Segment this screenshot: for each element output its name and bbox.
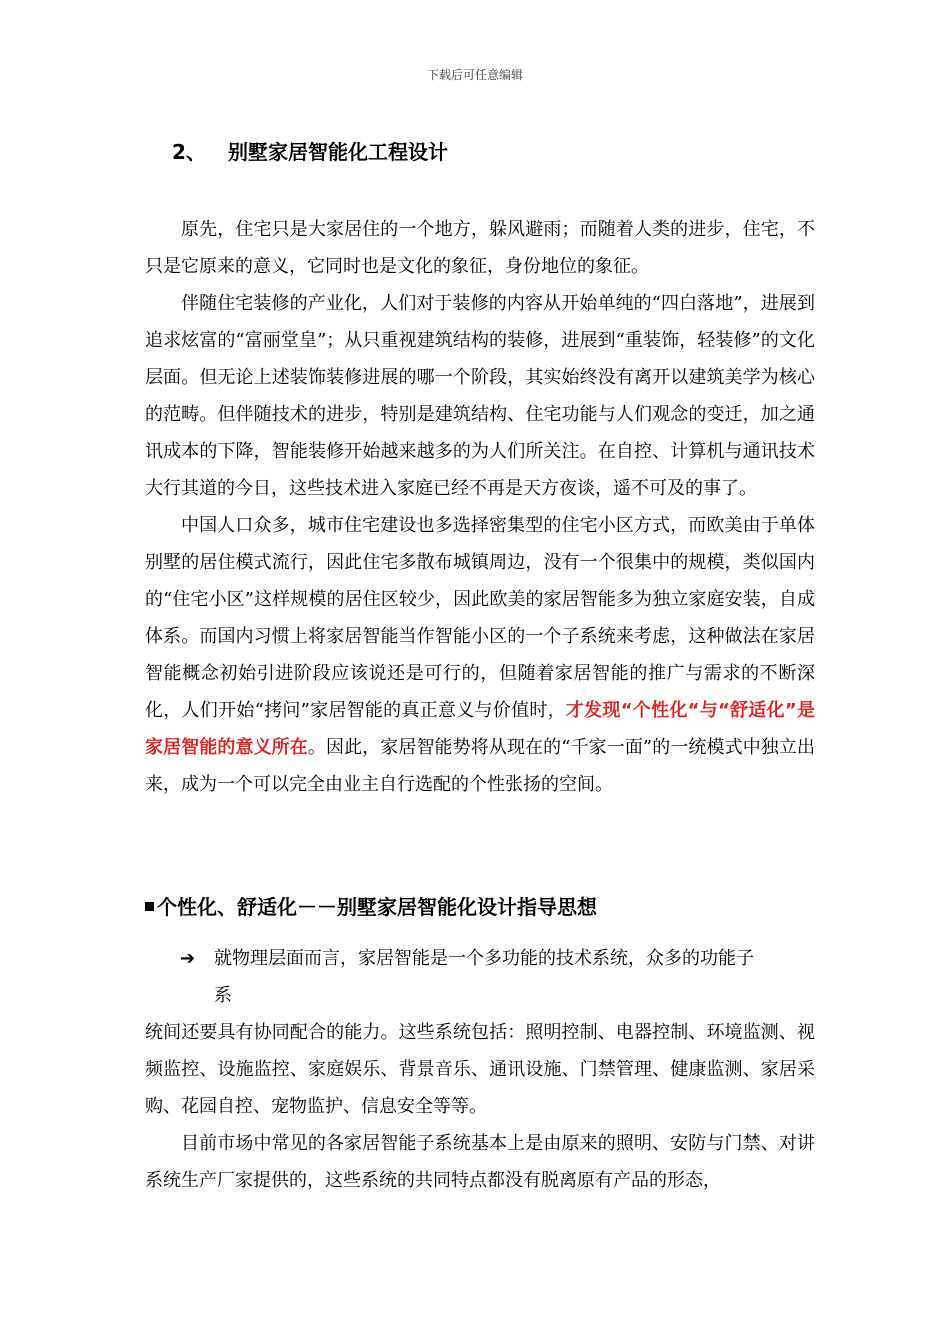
section-heading xyxy=(172,136,448,165)
paragraph-2: 伴随住宅装修的产业化，人们对于装修的内容从开始单纯的“四白落地”，进展到追求炫富的“富丽堂皇”；从只重视建筑结构的装修，进展到“重装饰，轻装修”的文化层面。但无论上述装饰装修进展的哪一个阶段，其实始终没有离开以建筑美学为核心的范畴。但伴随技术的进步，特别是建筑结构、住宅功能与人们观念的变迁，加之通讯成本的下降，智能装修开始越来越多的为人们所关注。在自控、计算机与通讯技术大行其道的今日，这些技术进入家庭已经不再是天方夜谈，遥不可及的事了。 xyxy=(145,293,815,499)
bullet-item xyxy=(180,940,820,1014)
paragraph-1: 原先，住宅只是大家居住的一个地方，躲风避雨；而随着人类的进步，住宅，不只是它原来的意义，它同时也是文化的象征，身份地位的象征。 xyxy=(145,219,815,277)
body-text-block-2 xyxy=(145,1014,815,1199)
bullet-line-1: 就物理层面而言，家居智能是一个多功能的技术系统，众多的功能子 xyxy=(214,948,754,969)
paragraph-3-before: 中国人口众多，城市住宅建设也多选择密集型的住宅小区方式，而欧美由于单体别墅的居住模式流行，因此住宅多散布城镇周边，没有一个很集中的规模，类似国内的“住宅小区”这样规模的居住区较少，因此欧美的家居智能多为独立家庭安装，自成体系。而国内习惯上将家居智能当作智能小区的一个子系统来考虑，这种做法在家居智能概念初始引进阶段应该说还是可行的，但随着家居智能的推广与需求的不断深化，人们开始“拷问”家居智能的真正意义与价值时， xyxy=(145,515,815,721)
body-text-block xyxy=(145,211,815,803)
paragraph-3-after: 。因此，家居智能势将从现在的“千家一面”的一统模式中独立出来，成为一个可以完全由业主自行选配的个性张扬的空间。 xyxy=(145,737,815,795)
square-bullet-icon xyxy=(145,902,154,911)
bullet-line-2: 系 xyxy=(214,985,232,1006)
continuation-paragraph: 统间还要具有协同配合的能力。这些系统包括：照明控制、电器控制、环境监测、视频监控、设施监控、家庭娱乐、背景音乐、通讯设施、门禁管理、健康监测、家居采购、花园自控、宠物监护、信息安全等等。 xyxy=(145,1022,815,1117)
paragraph-last: 目前市场中常见的各家居智能子系统基本上是由原来的照明、安防与门禁、对讲系统生产厂家提供的，这些系统的共同特点都没有脱离原有产品的形态， xyxy=(145,1133,815,1191)
subheading-text: 个性化、舒适化－－别墅家居智能化设计指导思想 xyxy=(157,895,597,919)
paragraph-3-highlight: 才发现“个性化“与“舒适化”是家居智能的意义所在 xyxy=(145,700,815,758)
paragraph-3 xyxy=(145,507,815,803)
section-number: 2、 xyxy=(172,140,206,164)
section-title: 别墅家居智能化工程设计 xyxy=(228,140,448,164)
arrow-right-icon: ➔ xyxy=(180,948,196,969)
subheading xyxy=(145,891,597,920)
header-note: 下载后可任意编辑 xyxy=(426,68,523,82)
